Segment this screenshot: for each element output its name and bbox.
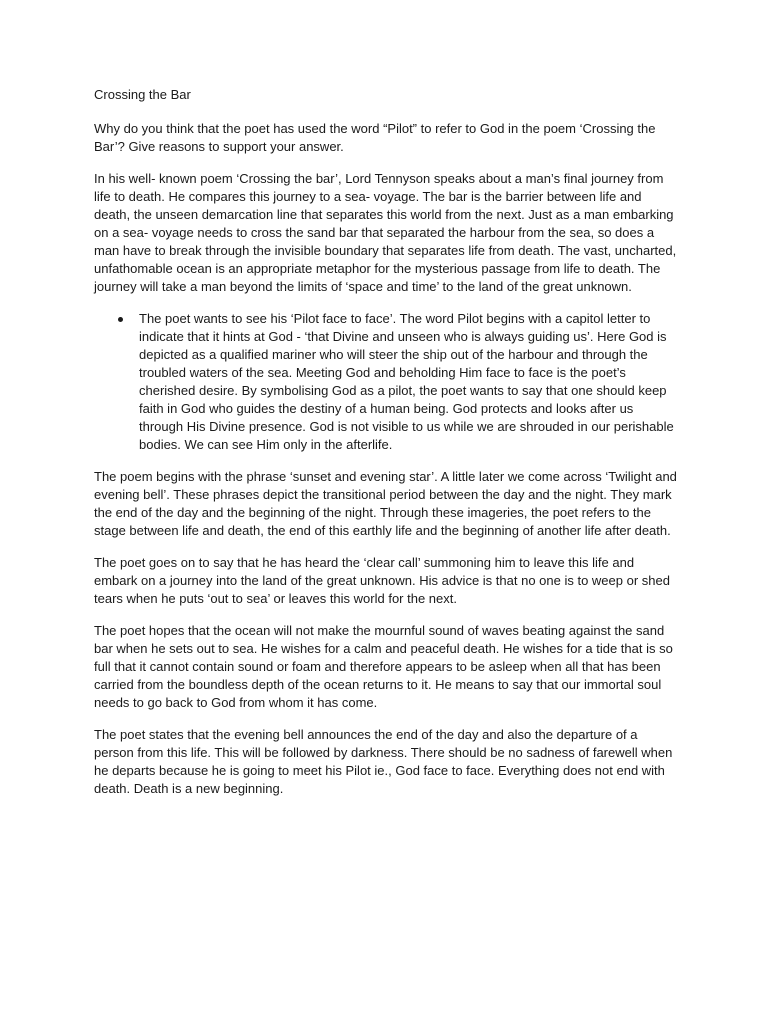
document-title: Crossing the Bar (94, 87, 191, 102)
paragraph-ocean: The poet hopes that the ocean will not make the mournful sound of waves beating against the sand bar when he sets out to sea. He wishes for a calm and peaceful death. He wishes for a tide that is so full that it cannot contain sound or foam and therefore appears to be asleep when all that has been carried from the boundless depth of the ocean returns to it. He means to say that our immortal soul needs to go back to God from whom it has come. (94, 623, 673, 710)
paragraph-clear-call: The poet goes on to say that he has heard the ‘clear call’ summoning him to leave this life and embark on a journey into the land of the great unknown. His advice is that no one is to weep or shed tears when he puts ‘out to sea’ or leaves this world for the next. (94, 555, 670, 606)
paragraph-evening-bell: The poet states that the evening bell announces the end of the day and also the departure of a person from this life. This will be followed by darkness. There should be no sadness of farewell when he departs because he is going to meet his Pilot ie., God face to face. Everything does not end with death. Death is a new beginning. (94, 727, 673, 796)
paragraph-intro: In his well- known poem ‘Crossing the bar’, Lord Tennyson speaks about a man’s final journey from life to death. He compares this journey to a sea- voyage. The bar is the barrier between life and death, the unseen demarcation line that separates this world from the next. Just as a man embarking on a sea- voyage needs to cross the sand bar that separated the harbour from the sea, so does a man have to break through the invisible boundary that separates life from death. The vast, uncharted, unfathomable ocean is an appropriate metaphor for the mysterious passage from life to death. The journey will take a man beyond the limits of ‘space and time’ to the land of the great unknown. (94, 171, 677, 294)
paragraph-sunset: The poem begins with the phrase ‘sunset and evening star’. A little later we come across ‘Twilight and evening bell’. These phrases depict the transitional period between the day and the night. They mark the end of the day and the beginning of the night. Through these imageries, the poet refers to the stage between life and death, the end of this earthly life and the beginning of another life after death. (94, 469, 677, 538)
bullet-list (94, 310, 680, 454)
bullet-item-pilot (94, 310, 680, 454)
question-text: Why do you think that the poet has used the word “Pilot” to refer to God in the poem ‘Crossing the Bar’? Give reasons to support your answer. (94, 121, 656, 154)
bullet-dot-icon (118, 317, 123, 322)
bullet-text: The poet wants to see his ‘Pilot face to face’. The word Pilot begins with a capitol letter to indicate that it hints at God - ‘that Divine and unseen who is always guiding us’. Here God is depicted as a qualified mariner who will steer the ship out of the harbour and through the troubled waters of the sea. Meeting God and beholding Him face to face is the poet’s cherished desire. By symbolising God as a pilot, the poet wants to say that one should keep faith in God who guides the destiny of a human being. God protects and looks after us through His Divine presence. God is not visible to us while we are shrouded in our perishable bodies. We can see Him only in the afterlife. (139, 311, 674, 452)
